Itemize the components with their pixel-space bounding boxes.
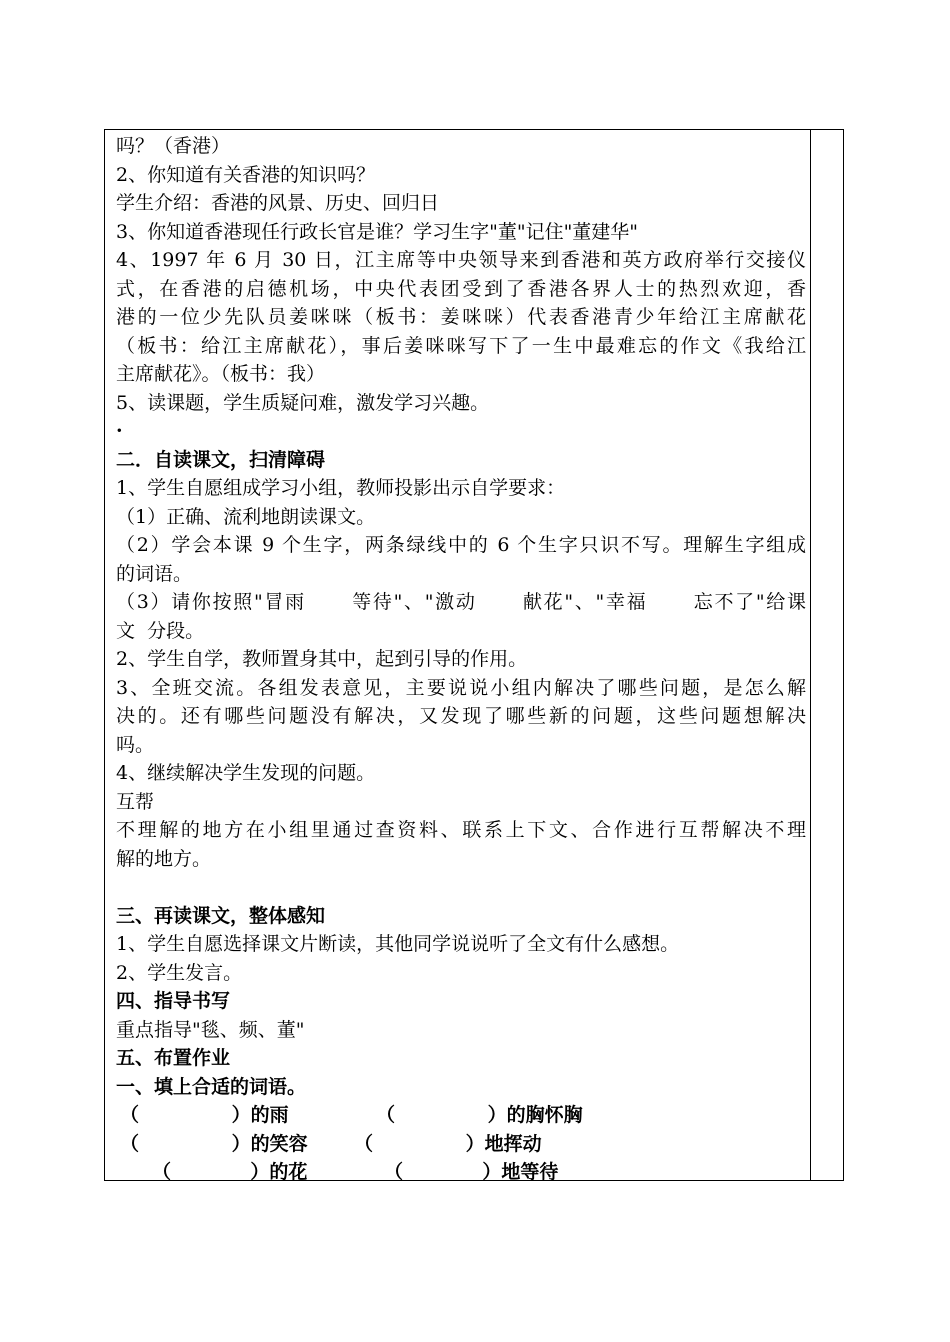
fill-blank-item: （ ）的笑容	[120, 1132, 308, 1155]
text-line: 决的。还有哪些问题没有解决，又发现了哪些新的问题，这些问题想解决	[116, 705, 806, 727]
text-line: 重点指导"毯、频、董"	[116, 1018, 305, 1041]
exercise-heading: 一、填上合适的词语。	[116, 1075, 307, 1098]
fill-blank-item: （ ）的花	[152, 1161, 308, 1183]
text-line: 港的一位少先队员姜咪咪（板书：姜咪咪）代表香港青少年给江主席献花	[116, 306, 806, 328]
lesson-content	[116, 132, 806, 1187]
text-line: 5、读课题，学生质疑问难，激发学习兴趣。	[116, 391, 490, 414]
text-line: 3、全班交流。各组发表意见，主要说说小组内解决了哪些问题，是怎么解	[116, 676, 806, 699]
fill-blank-row	[116, 1101, 806, 1130]
text-line: 解的地方。	[116, 847, 212, 870]
section-heading: 二．自读课文，扫清障碍	[116, 448, 326, 471]
fill-blank-row	[116, 1158, 806, 1187]
fill-blank-item: （ ）地挥动	[354, 1132, 542, 1155]
text-line: 的词语。	[116, 562, 193, 585]
fill-blank-item: （ ）的雨	[120, 1104, 289, 1126]
text-line: 2、学生发言。	[116, 961, 243, 984]
text-line: （3）请你按照"冒雨 等待"、"激动 献花"、"幸福 忘不了"给课	[116, 591, 806, 613]
fill-blank-row	[116, 1130, 806, 1159]
text-line: 1、学生自愿选择课文片断读，其他同学说说听了全文有什么感想。	[116, 933, 680, 955]
empty-line	[116, 873, 806, 902]
text-line: 1、学生自愿组成学习小组，教师投影出示自学要求：	[116, 477, 566, 499]
text-line: 4、1997 年 6 月 30 日，江主席等中央领导来到香港和英方政府举行交接仪	[116, 249, 806, 271]
text-line: 2、学生自学，教师置身其中，起到引导的作用。	[116, 648, 528, 670]
table-column-divider	[810, 129, 811, 1181]
bullet-dot: ·	[116, 420, 123, 442]
text-line: （板书：给江主席献花），事后姜咪咪写下了一生中最难忘的作文《我给江	[116, 334, 806, 357]
section-heading: 五、布置作业	[116, 1047, 231, 1069]
text-line: 文 分段。	[116, 619, 205, 642]
text-line: 2、你知道有关香港的知识吗？	[116, 163, 376, 186]
text-line: （2）学会本课 9 个生字，两条绿线中的 6 个生字只识不写。理解生字组成	[116, 534, 806, 556]
fill-blank-item: （ ）的胸怀胸	[376, 1104, 583, 1126]
fill-blank-item: （ ）地等待	[384, 1161, 559, 1183]
text-line: 4、继续解决学生发现的问题。	[116, 762, 376, 784]
section-heading: 四、指导书写	[116, 990, 231, 1012]
text-line: 吗。	[116, 733, 155, 756]
text-line: 互帮	[116, 790, 155, 813]
text-line: 不理解的地方在小组里通过查资料、联系上下文、合作进行互帮解决不理	[116, 819, 806, 841]
text-line: 学生介绍：香港的风景、历史、回归日	[116, 192, 440, 214]
section-heading: 三、再读课文，整体感知	[116, 904, 326, 927]
text-line: 主席献花》。（板书：我）	[116, 363, 326, 385]
text-line: 式，在香港的启德机场，中央代表团受到了香港各界人士的热烈欢迎，香	[116, 277, 806, 300]
text-line: 3、你知道香港现任行政长官是谁？学习生字"董"记住"董建华"	[116, 220, 639, 243]
text-line: 吗？（香港）	[116, 135, 231, 157]
text-line: （1）正确、流利地朗读课文。	[116, 505, 376, 528]
